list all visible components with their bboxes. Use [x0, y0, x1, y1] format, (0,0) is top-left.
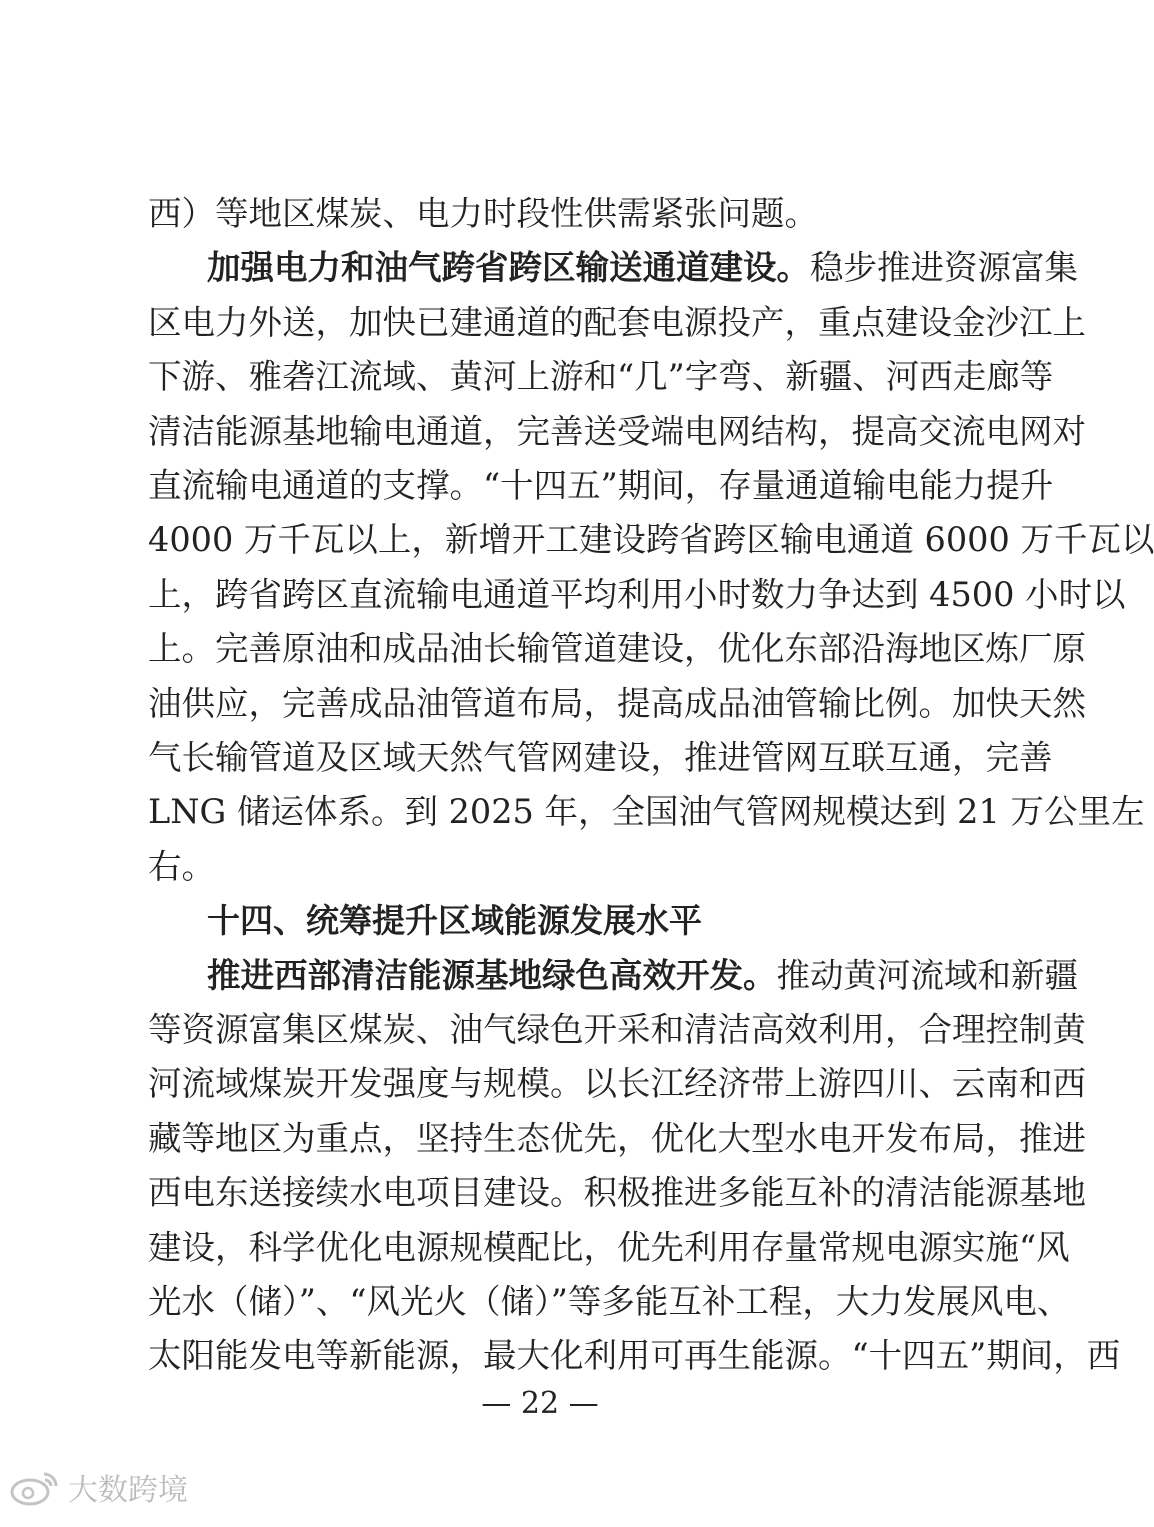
paragraph-line: 西电东送接续水电项目建设。积极推进多能互补的清洁能源基地	[148, 1173, 1086, 1212]
weibo-logo-icon	[8, 1466, 62, 1508]
section-heading: 十四、统筹提升区域能源发展水平	[207, 901, 702, 940]
paragraph-line	[207, 248, 1078, 288]
paragraph-line: 右。	[148, 847, 215, 886]
paragraph-line: 4000 万千瓦以上，新增开工建设跨省跨区输电通道 6000 万千瓦以	[148, 520, 1154, 559]
paragraph-line: 上，跨省跨区直流输电通道平均利用小时数力争达到 4500 小时以	[148, 575, 1126, 614]
paragraph-line: 西）等地区煤炭、电力时段性供需紧张问题。	[148, 194, 818, 233]
paragraph-text: 推动黄河流域和新疆	[776, 956, 1078, 995]
paragraph-lead: 加强电力和油气跨省跨区输送通道建设。	[207, 248, 810, 287]
paragraph-line: 藏等地区为重点，坚持生态优先，优化大型水电开发布局，推进	[148, 1119, 1086, 1158]
paragraph-line: 油供应，完善成品油管道布局，提高成品油管输比例。加快天然	[148, 684, 1086, 723]
watermark-text: 大数跨境	[68, 1473, 188, 1508]
watermark	[8, 1462, 188, 1512]
paragraph-lead: 推进西部清洁能源基地绿色高效开发。	[207, 956, 777, 995]
paragraph-line: 等资源富集区煤炭、油气绿色开采和清洁高效利用，合理控制黄	[148, 1010, 1086, 1049]
page-number: — 22 —	[481, 1386, 599, 1421]
paragraph-line: 河流域煤炭开发强度与规模。以长江经济带上游四川、云南和西	[148, 1064, 1086, 1103]
paragraph-line: 清洁能源基地输电通道，完善送受端电网结构，提高交流电网对	[148, 412, 1086, 451]
paragraph-line: 直流输电通道的支撑。“十四五”期间，存量通道输电能力提升	[148, 466, 1054, 505]
paragraph-line: 光水（储）”、“风光火（储）”等多能互补工程，大力发展风电、	[148, 1282, 1071, 1321]
paragraph-line: 太阳能发电等新能源，最大化利用可再生能源。“十四五”期间，西	[148, 1336, 1121, 1375]
paragraph-line: 下游、雅砻江流域、黄河上游和“几”字弯、新疆、河西走廊等	[148, 357, 1054, 396]
paragraph-line	[207, 956, 1078, 996]
paragraph-line: LNG 储运体系。到 2025 年，全国油气管网规模达到 21 万公里左	[148, 792, 1145, 831]
paragraph-line: 建设，科学优化电源规模配比，优先利用存量常规电源实施“风	[148, 1228, 1070, 1267]
paragraph-text: 稳步推进资源富集	[810, 248, 1078, 287]
paragraph-line: 区电力外送，加快已建通道的配套电源投产，重点建设金沙江上	[148, 303, 1086, 342]
paragraph-line: 上。完善原油和成品油长输管道建设，优化东部沿海地区炼厂原	[148, 629, 1086, 668]
paragraph-line: 气长输管道及区域天然气管网建设，推进管网互联互通，完善	[148, 738, 1053, 777]
